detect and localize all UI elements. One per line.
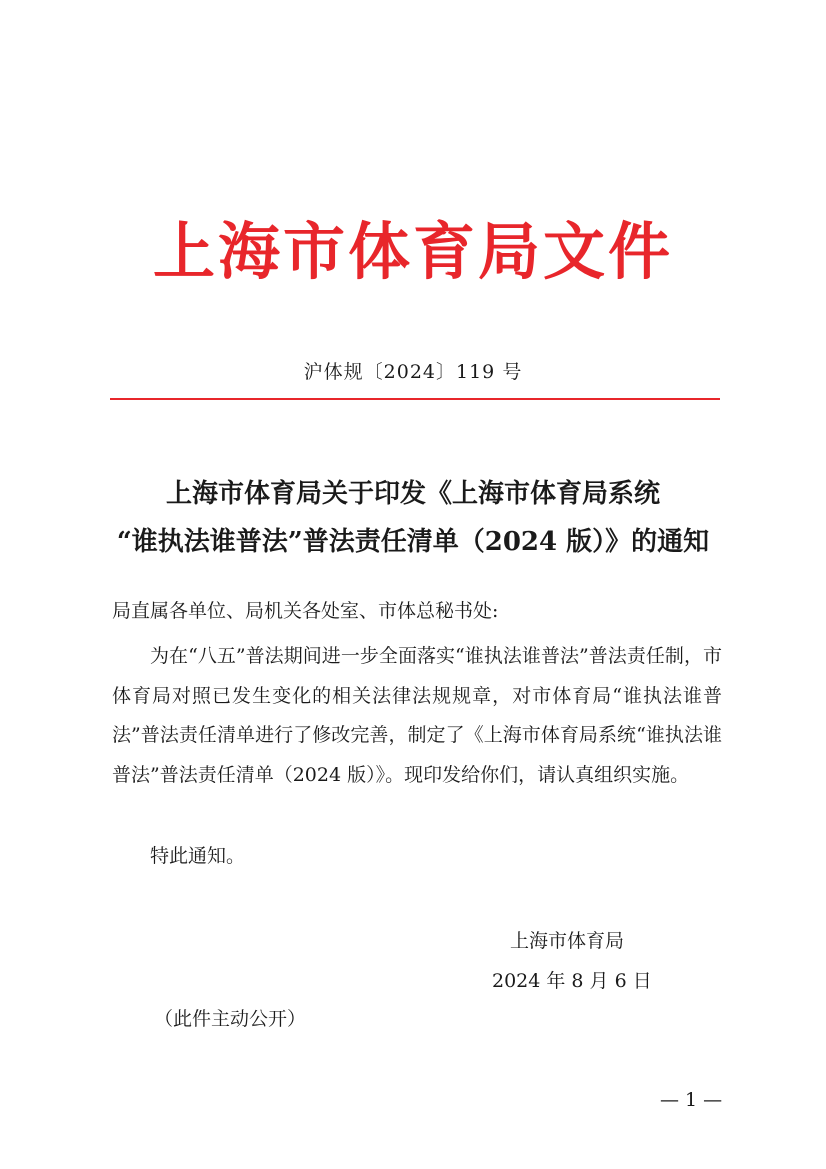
issuing-authority: 上海市体育局 [510,930,625,952]
body-paragraph: 为在“八五”普法期间进一步全面落实“谁执法谁普法”普法责任制，市体育局对照已发生变化的相关法律法规规章，对市体育局“谁执法谁普法”普法责任清单进行了修改完善，制定了《上海市体育局系统“谁执法谁普法”普法责任清单（2024 版）》。现印发给你们，请认真组织实施。 [112,645,722,786]
document-masthead: 上海市体育局文件 [152,215,673,288]
red-divider-line [110,398,720,400]
salutation: 局直属各单位、局机关各处室、市体总秘书处: [112,600,499,622]
page-number: — 1 — [660,1089,723,1111]
title-line-1: 上海市体育局关于印发《上海市体育局系统 [165,479,660,509]
closing-remark: 特此通知。 [150,845,246,867]
document-title [0,470,826,566]
title-line-2: “谁执法谁普法”普法责任清单（2024 版）》的通知 [116,527,710,557]
disclosure-note: （此件主动公开） [154,1008,307,1030]
issue-date: 2024 年 8 月 6 日 [492,970,652,992]
document-number: 沪体规〔2024〕119 号 [303,361,523,383]
